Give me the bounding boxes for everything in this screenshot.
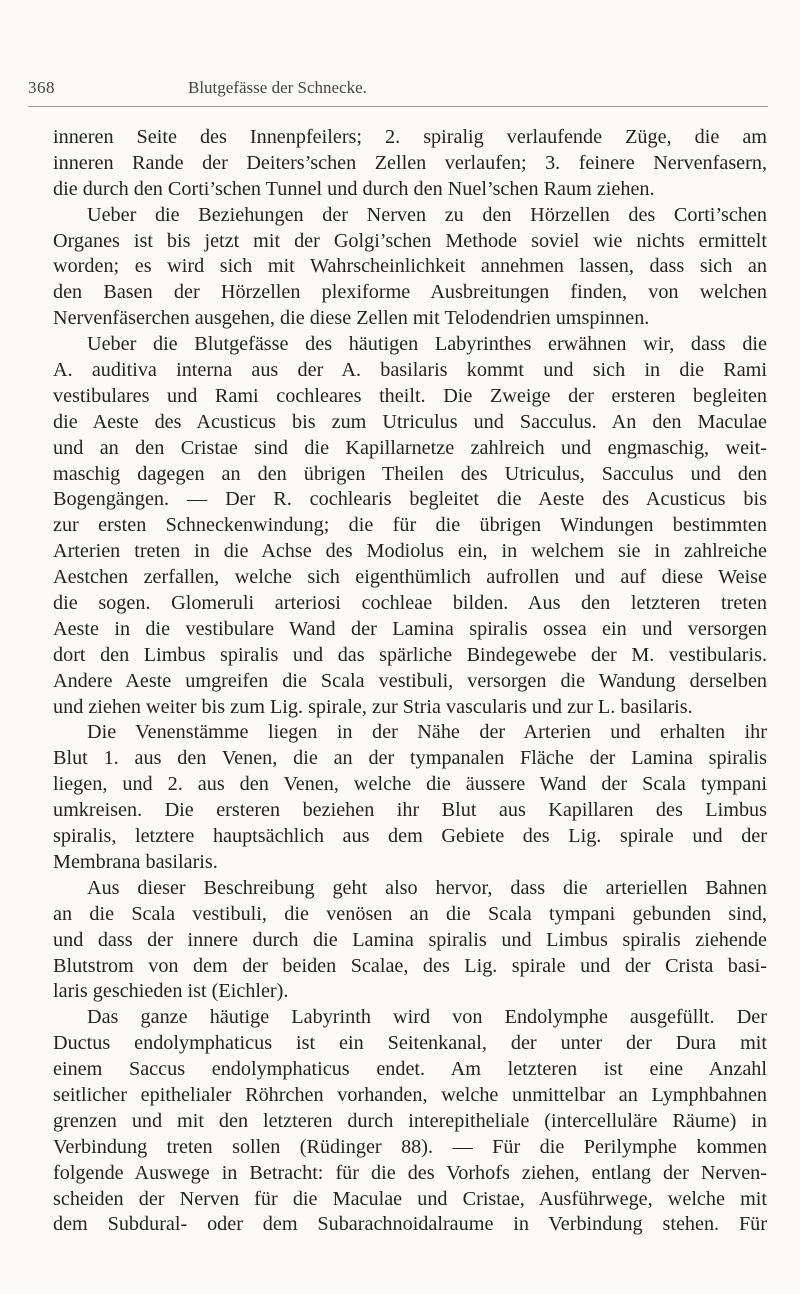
text-line: maschig dagegen an den übrigen Theilen des Utriculus, Sacculus und den xyxy=(53,462,767,485)
text-line: Ueber die Blutgefässe des häutigen Labyrinthes erwähnen wir, dass die xyxy=(87,333,767,356)
page-number: 368 xyxy=(28,78,55,97)
text-line: die durch den Corti’schen Tunnel und durch den Nuel’schen Raum ziehen. xyxy=(53,177,655,200)
text-line: inneren Seite des Innenpfeilers; 2. spiralig verlaufende Züge, die am xyxy=(53,126,767,148)
text-line: spiralis, letztere hauptsächlich aus dem Gebiete des Lig. spirale und der xyxy=(53,825,767,848)
text-line: die Aeste des Acusticus bis zum Utriculus und Sacculus. An den Maculae xyxy=(53,410,767,433)
text-line: Arterien treten in die Achse des Modiolus ein, in welchem sie in zahlreiche xyxy=(53,540,767,563)
text-line: Aeste in die vestibulare Wand der Lamina spiralis ossea ein und versorgen xyxy=(53,617,767,640)
text-line: grenzen und mit den letzteren durch interepitheliale (intercelluläre Räume) in xyxy=(53,1109,767,1132)
text-line: Aus dieser Beschreibung geht also hervor, dass die arteriellen Bahnen xyxy=(87,876,767,899)
text-line: seitlicher epithelialer Röhrchen vorhanden, welche unmittelbar an Lymphbahnen xyxy=(53,1083,767,1106)
text-line: Die Venenstämme liegen in der Nähe der Arterien und erhalten ihr xyxy=(87,721,767,744)
text-line: vestibulares und Rami cochleares theilt. Die Zweige der ersteren begleiten xyxy=(53,384,767,407)
text-line: dort den Limbus spiralis und das spärliche Bindegewebe der M. vestibularis. xyxy=(53,643,767,666)
text-line: Das ganze häutige Labyrinth wird von Endolymphe ausgefüllt. Der xyxy=(87,1006,767,1029)
text-line: Nervenfäserchen ausgehen, die diese Zellen mit Telodendrien umspinnen. xyxy=(53,307,650,330)
text-line: liegen, und 2. aus den Venen, welche die äussere Wand der Scala tympani xyxy=(53,773,767,796)
text-line: Aestchen zerfallen, welche sich eigenthümlich aufrollen und auf diese Weise xyxy=(53,566,767,589)
text-line: Andere Aeste umgreifen die Scala vestibuli, versorgen die Wandung derselben xyxy=(53,669,767,692)
text-line: worden; es wird sich mit Wahrscheinlichkeit annehmen lassen, dass sich an xyxy=(53,255,767,278)
body-text xyxy=(53,125,767,1238)
text-line: zur ersten Schneckenwindung; die für die übrigen Windungen bestimmten xyxy=(53,514,767,537)
text-line: Blutstrom von dem der beiden Scalae, des Lig. spirale und der Crista basi- xyxy=(53,954,767,977)
text-line: und an den Cristae sind die Kapillarnetze zahlreich und engmaschig, weit- xyxy=(53,436,767,459)
text-line: dem Subdural- oder dem Subarachnoidalraume in Verbindung stehen. Für xyxy=(53,1213,767,1236)
text-line: umkreisen. Die ersteren beziehen ihr Blut aus Kapillaren des Limbus xyxy=(53,799,767,822)
text-line: A. auditiva interna aus der A. basilaris kommt und sich in die Rami xyxy=(53,359,767,382)
text-line: die sogen. Glomeruli arteriosi cochleae bilden. Aus den letzteren treten xyxy=(53,592,767,615)
text-line: Membrana basilaris. xyxy=(53,850,218,873)
text-line: inneren Rande der Deiters’schen Zellen verlaufen; 3. feinere Nervenfasern, xyxy=(53,151,767,174)
text-line: den Basen der Hörzellen plexiforme Ausbreitungen finden, von welchen xyxy=(53,281,767,304)
text-line: und ziehen weiter bis zum Lig. spirale, zur Stria vascularis und zur L. basilaris. xyxy=(53,695,693,718)
page-header xyxy=(28,78,768,107)
text-line: Ueber die Beziehungen der Nerven zu den Hörzellen des Corti’schen xyxy=(87,203,767,226)
text-line: an die Scala vestibuli, die venösen an die Scala tympani gebunden sind, xyxy=(53,902,767,925)
text-line: einem Saccus endolymphaticus endet. Am letzteren ist eine Anzahl xyxy=(53,1058,767,1081)
text-line: Bogengängen. — Der R. cochlearis begleitet die Aeste des Acusticus bis xyxy=(53,488,767,511)
text-line: laris geschieden ist (Eichler). xyxy=(53,980,289,1003)
text-line: Organes ist bis jetzt mit der Golgi’schen Methode soviel wie nichts ermittelt xyxy=(53,229,767,252)
text-line: Ductus endolymphaticus ist ein Seitenkanal, der unter der Dura mit xyxy=(53,1032,767,1055)
text-line: Verbindung treten sollen (Rüdinger 88). — Für die Perilymphe kommen xyxy=(53,1135,767,1158)
text-line: und dass der innere durch die Lamina spiralis und Limbus spiralis ziehende xyxy=(53,928,767,951)
text-line: Blut 1. aus den Venen, die an der tympanalen Fläche der Lamina spiralis xyxy=(53,747,767,770)
text-line: folgende Auswege in Betracht: für die des Vorhofs ziehen, entlang der Nerven- xyxy=(53,1161,767,1184)
text-line: scheiden der Nerven für die Maculae und Cristae, Ausführwege, welche mit xyxy=(53,1187,767,1210)
running-head: Blutgefässe der Schnecke. xyxy=(188,78,367,97)
